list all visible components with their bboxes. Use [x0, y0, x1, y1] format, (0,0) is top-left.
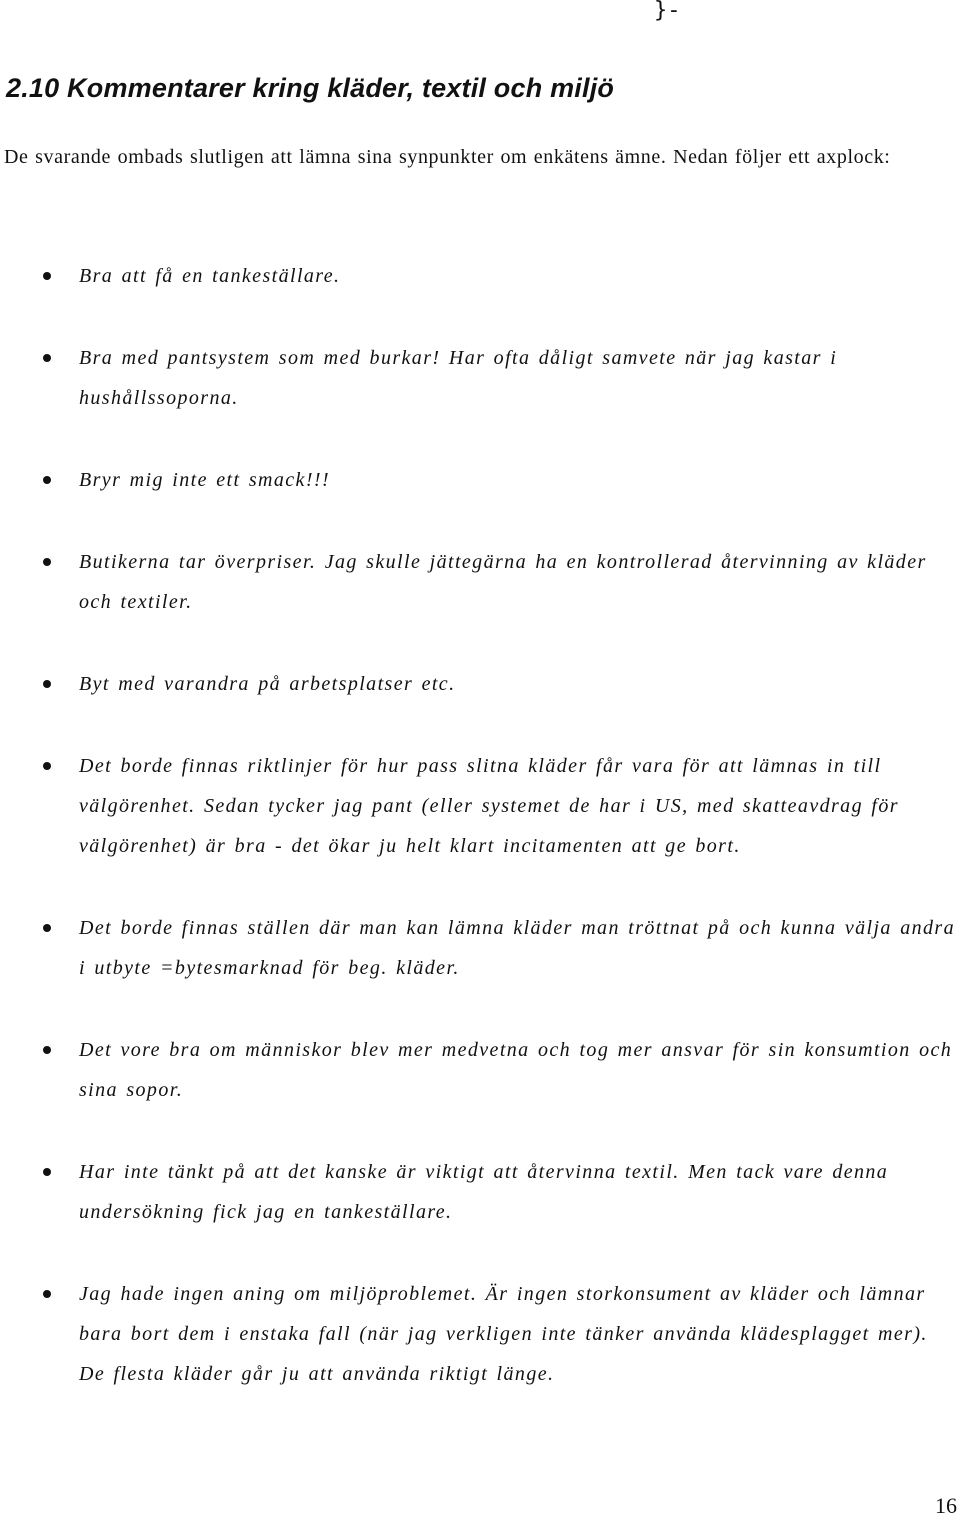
list-item-text: Byt med varandra på arbetsplatser etc.: [79, 673, 456, 695]
list-item-text: Bra med pantsystem som med burkar! Har ofta dåligt samvete när jag kastar i hushållssoporna.: [79, 347, 838, 409]
list-item-text: Butikerna tar överpriser. Jag skulle jättegärna ha en kontrollerad återvinning av kläder och textiler.: [79, 551, 927, 613]
list-item-text: Bra att få en tankeställare.: [79, 265, 341, 287]
list-item-text: Har inte tänkt på att det kanske är viktigt att återvinna textil. Men tack vare denna undersökning fick jag en tankeställare.: [79, 1161, 889, 1223]
list-item: [0, 664, 960, 704]
section-heading: 2.10 Kommentarer kring kläder, textil och miljö: [6, 73, 615, 103]
bullet-icon: [43, 762, 51, 770]
list-item: [0, 338, 960, 418]
list-item: [0, 1030, 960, 1110]
page-number: 16: [935, 1493, 957, 1518]
bullet-icon: [43, 1290, 51, 1298]
bullet-icon: [43, 272, 51, 280]
bullet-icon: [43, 680, 51, 688]
list-item-text: Det vore bra om människor blev mer medvetna och tog mer ansvar för sin konsumtion och sina sopor.: [79, 1039, 953, 1101]
list-item-text: Bryr mig inte ett smack!!!: [79, 469, 331, 491]
corner-mark: }-: [654, 0, 681, 23]
list-item: [0, 908, 960, 988]
bullet-icon: [43, 1168, 51, 1176]
bullet-icon: [43, 558, 51, 566]
bullet-icon: [43, 476, 51, 484]
intro-paragraph: De svarande ombads slutligen att lämna sina synpunkter om enkätens ämne. Nedan följer ett axplock:: [4, 146, 891, 168]
bullet-icon: [43, 354, 51, 362]
list-item-text: Det borde finnas ställen där man kan lämna kläder man tröttnat på och kunna välja andra i utbyte =bytesmarknad för beg. kläder.: [79, 917, 955, 979]
list-item: [0, 1152, 960, 1232]
list-item-text: Jag hade ingen aning om miljöproblemet. Är ingen storkonsument av kläder och lämnar bara bort dem i enstaka fall (när jag verkligen inte tänker använda klädesplagget mer). De flesta kläder går ju att använda riktigt länge.: [79, 1283, 928, 1385]
comment-list: [0, 256, 960, 1436]
list-item: [0, 256, 960, 296]
list-item: [0, 746, 960, 866]
list-item: [0, 460, 960, 500]
bullet-icon: [43, 1046, 51, 1054]
list-item: [0, 542, 960, 622]
list-item: [0, 1274, 960, 1394]
list-item-text: Det borde finnas riktlinjer för hur pass slitna kläder får vara för att lämnas in till välgörenhet. Sedan tycker jag pant (eller systemet de har i US, med skatteavdrag för välgörenhet) är bra - det ökar ju helt klart incitamenten att ge bort.: [79, 755, 899, 857]
bullet-icon: [43, 924, 51, 932]
